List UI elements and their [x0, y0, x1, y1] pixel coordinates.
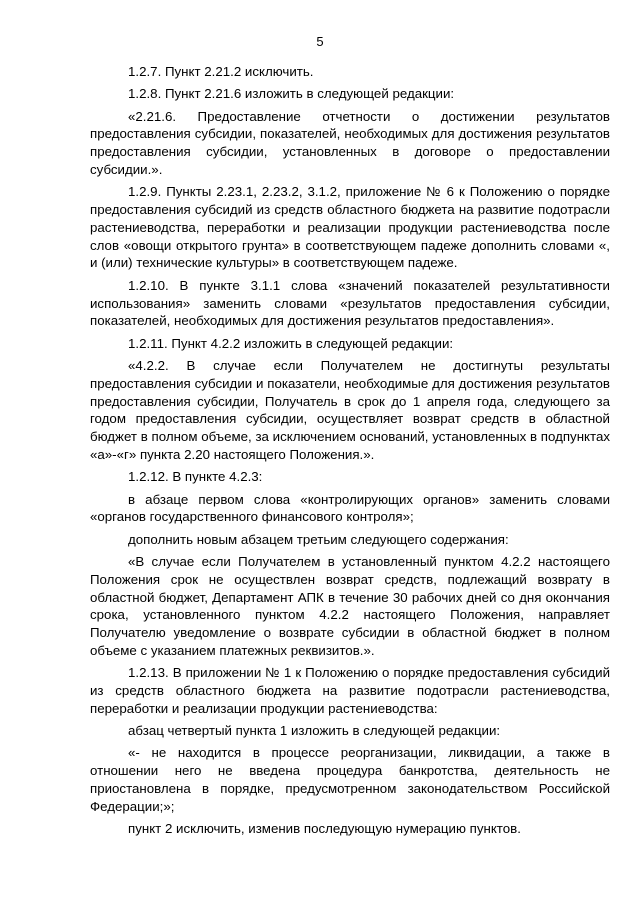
paragraph: 1.2.11. Пункт 4.2.2 изложить в следующей редакции: — [128, 335, 454, 351]
paragraph: 1.2.7. Пункт 2.21.2 исключить. — [128, 64, 314, 79]
paragraph: 1.2.8. Пункт 2.21.6 изложить в следующей редакции: — [128, 86, 455, 102]
paragraph: «- не находится в процессе реорганизации, ликвидации, а также в отношении него не введена процедура банкротства, деятельность не приостановлена в порядке, предусмотренном законодательством Российской Федерации;»; — [90, 745, 610, 814]
paragraph: дополнить новым абзацем третьим следующего содержания: — [128, 531, 509, 547]
paragraph: «4.2.2. В случае если Получателем не достигнуты результаты предоставления субсидии и показатели, необходимые для достижения результатов предоставления субсидии, Получатель в срок до 1 апреля года, следующего за годом предоставления субсидии, осуществляет возврат средств в областной бюджет в полном объеме, за исключением оснований, установленных в подпунктах «а»-«г» пункта 2.20 настоящего Положения.». — [90, 357, 610, 462]
paragraph: пункт 2 исключить, изменив последующую нумерацию пунктов. — [128, 821, 521, 837]
paragraph: абзац четвертый пункта 1 изложить в следующей редакции: — [128, 723, 501, 739]
paragraph: 1.2.10. В пункте 3.1.1 слова «значений показателей результативности использования» заменить словами «результатов предоставления субсидии, показателей, необходимых для достижения результатов предоставления». — [90, 277, 610, 329]
paragraph: в абзаце первом слова «контролирующих органов» заменить словами «органов государственного финансового контроля»; — [90, 491, 610, 525]
paragraph: 1.2.9. Пункты 2.23.1, 2.23.2, 3.1.2, приложение № 6 к Положению о порядке предоставления субсидий из средств областного бюджета на развитие подотрасли растениеводства, переработки и реализации продукции растениеводства после слов «овощи открытого грунта» в соответствующем падеже дополнить словами «, и (или) технические культуры» в соответствующем падеже. — [90, 184, 610, 271]
paragraph: 1.2.13. В приложении № 1 к Положению о порядке предоставления субсидий из средств областного бюджета на развитие подотрасли растениеводства, переработки и реализации продукции растениеводства: — [90, 665, 610, 716]
paragraph: «2.21.6. Предоставление отчетности о достижении результатов предоставления субсидии, показателей, необходимых для достижения результатов предоставления субсидии, установленных в договоре о предоставлении субсидии.». — [90, 108, 610, 177]
document-body — [90, 63, 610, 842]
paragraph: «В случае если Получателем в установленный пунктом 4.2.2 настоящего Положения срок не осуществлен возврат средств, подлежащий возврату в областной бюджет, Департамент АПК в течение 30 рабочих дней со дня окончания срока, установленного пунктом 4.2.2 настоящего Положения, направляет Получателю уведомление о возврате субсидии в областной бюджет в полном объеме с указанием платежных реквизитов.». — [90, 553, 610, 658]
paragraph: 1.2.12. В пункте 4.2.3: — [128, 469, 263, 485]
page-number: 5 — [316, 34, 324, 49]
